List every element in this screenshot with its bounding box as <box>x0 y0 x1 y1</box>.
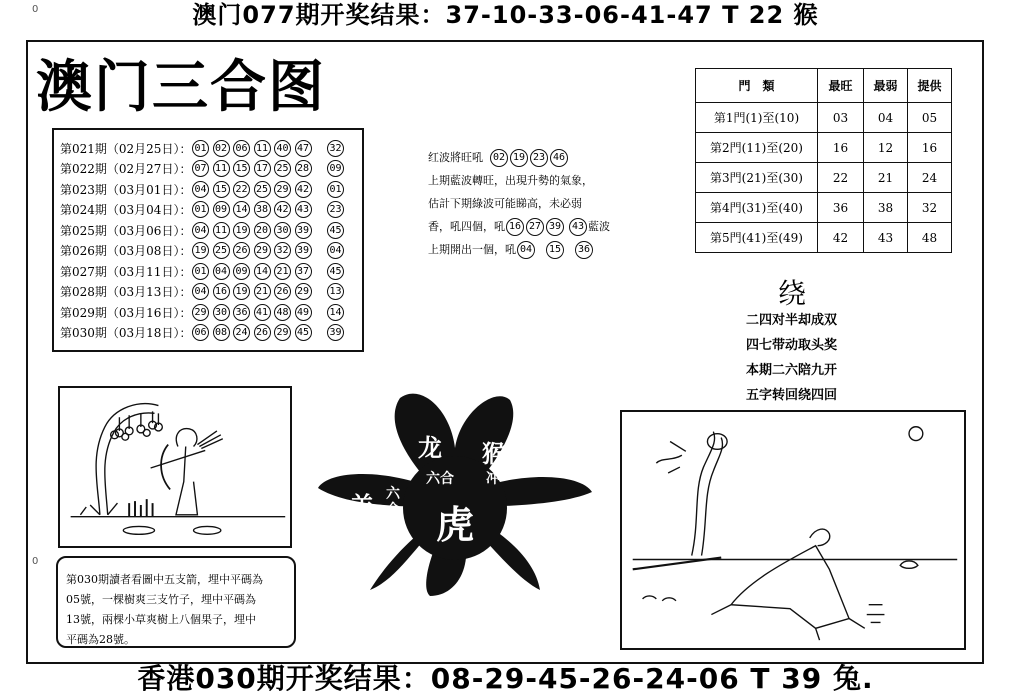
draw-period-label: 第027期（03月11日）： <box>60 264 192 279</box>
draw-number-ball: 01 <box>192 140 209 157</box>
draw-special-ball: 45 <box>327 222 344 239</box>
draw-number-ball: 25 <box>274 160 291 177</box>
draw-number-ball: 38 <box>254 201 271 218</box>
riddle-line-5-pre: 上期開出一個，吼 <box>428 243 516 256</box>
draw-period-label: 第028期（03月13日）： <box>60 285 192 300</box>
draw-number-ball: 16 <box>213 283 230 300</box>
draw-number-ball: 29 <box>274 181 291 198</box>
draw-number-ball: 25 <box>254 181 271 198</box>
draw-number-ball: 01 <box>192 201 209 218</box>
flower-label-rabbit: 兔 <box>520 504 544 532</box>
rhyme-title: 绕 <box>778 277 807 310</box>
riddle-line-1 <box>428 146 648 169</box>
draw-number-ball: 49 <box>295 304 312 321</box>
door-value-cell: 22 <box>818 163 864 193</box>
door-range-cell: 第1門(1)至(10) <box>696 103 818 133</box>
door-value-cell: 12 <box>864 133 908 163</box>
draw-number-ball: 43 <box>295 201 312 218</box>
rhyme-line: 本期二六陪九开 <box>746 363 838 378</box>
riddle-ball: 43 <box>569 218 587 236</box>
note-line: 平碼為28號。 <box>66 633 135 646</box>
rhyme-line: 五字转回绕四回 <box>746 388 838 403</box>
draw-number-ball: 17 <box>254 160 271 177</box>
draw-number-ball: 28 <box>295 160 312 177</box>
draw-period-label: 第022期（02月27日）： <box>60 162 192 177</box>
riddle-ball: 36 <box>575 241 593 259</box>
door-value-cell: 05 <box>908 103 952 133</box>
rhyme-line: 四七带动取头奖 <box>746 338 838 353</box>
draw-number-ball: 29 <box>295 283 312 300</box>
archer-drawing <box>60 388 290 546</box>
bottom-result-banner: 香港030期开奖结果：08-29-45-26-24-06 T 39 兔. <box>137 662 874 695</box>
draw-number-ball: 14 <box>254 263 271 280</box>
riddle-text <box>428 146 648 261</box>
door-value-cell: 38 <box>864 193 908 223</box>
kneeling-figure-drawing <box>622 412 964 648</box>
draw-number-ball: 15 <box>213 181 230 198</box>
door-value-cell: 16 <box>908 133 952 163</box>
riddle-line-4 <box>428 215 648 238</box>
flower-label-monkey: 猴 <box>482 440 506 468</box>
door-table-row <box>696 223 952 253</box>
draw-number-ball: 30 <box>213 304 230 321</box>
flower-label-chong: 冲 <box>486 471 500 487</box>
draw-period-label: 第030期（03月18日）： <box>60 326 192 341</box>
door-value-cell: 24 <box>908 163 952 193</box>
draw-number-ball: 21 <box>254 283 271 300</box>
riddle-ball: 19 <box>510 149 528 167</box>
draw-row <box>60 179 362 200</box>
draw-number-ball: 40 <box>274 140 291 157</box>
draw-period-label: 第026期（03月08日）： <box>60 244 192 259</box>
riddle-line-1-text: 红波將旺吼 <box>428 151 483 164</box>
flower-label-dragon: 龙 <box>418 434 442 462</box>
rhyme-verse <box>746 308 837 408</box>
door-range-cell: 第2門(11)至(20) <box>696 133 818 163</box>
draw-number-ball: 19 <box>233 283 250 300</box>
draw-number-ball: 29 <box>192 304 209 321</box>
riddle-ball: 27 <box>526 218 544 236</box>
draw-number-ball: 37 <box>295 263 312 280</box>
riddle-ball: 39 <box>546 218 564 236</box>
draw-number-ball: 30 <box>274 222 291 239</box>
riddle-line-4-pre: 香，吼四個，吼 <box>428 220 505 233</box>
door-header-offer: 提供 <box>908 69 952 103</box>
riddle-line-2: 上期藍波轉旺，出現升勢的氣象， <box>428 174 593 187</box>
draw-number-ball: 45 <box>295 324 312 341</box>
draw-number-ball: 08 <box>213 324 230 341</box>
riddle-ball: 15 <box>546 241 564 259</box>
draw-number-ball: 26 <box>274 283 291 300</box>
draw-number-ball: 39 <box>295 242 312 259</box>
rhyme-line: 二四对半却成双 <box>746 313 838 328</box>
draw-row <box>60 241 362 262</box>
flower-label-tiger: 虎 <box>436 503 475 547</box>
page-title: 澳门三合图 <box>36 55 326 120</box>
corner-marker-bottom: 0 <box>32 556 39 567</box>
draw-number-ball: 20 <box>254 222 271 239</box>
draw-row <box>60 323 362 344</box>
door-range-cell: 第5門(41)至(49) <box>696 223 818 253</box>
draw-row <box>60 302 362 323</box>
kneeling-figure-illustration <box>620 410 966 650</box>
draw-special-ball: 09 <box>327 160 344 177</box>
draw-number-ball: 15 <box>233 160 250 177</box>
riddle-ball: 02 <box>490 149 508 167</box>
draw-period-label: 第025期（03月06日）： <box>60 223 192 238</box>
draw-period-label: 第024期（03月04日）： <box>60 203 192 218</box>
draw-number-ball: 14 <box>233 201 250 218</box>
draw-number-ball: 09 <box>233 263 250 280</box>
door-value-cell: 32 <box>908 193 952 223</box>
draw-special-ball: 13 <box>327 283 344 300</box>
draw-number-ball: 19 <box>233 222 250 239</box>
door-table-row <box>696 193 952 223</box>
draw-number-ball: 04 <box>192 222 209 239</box>
draw-number-ball: 09 <box>213 201 230 218</box>
riddle-line-3: 估計下期綠波可能睇高，未必弱 <box>428 197 582 210</box>
draw-number-ball: 21 <box>274 263 291 280</box>
door-value-cell: 36 <box>818 193 864 223</box>
draw-number-ball: 19 <box>192 242 209 259</box>
draw-number-ball: 47 <box>295 140 312 157</box>
draw-history-box <box>52 128 364 352</box>
draw-row <box>60 138 362 159</box>
door-value-cell: 04 <box>864 103 908 133</box>
flower-label-goat: 羊 <box>350 492 374 520</box>
flower-label-liuhe-left: 六合 <box>386 486 400 518</box>
draw-number-ball: 29 <box>274 324 291 341</box>
draw-number-ball: 26 <box>254 324 271 341</box>
draw-row <box>60 200 362 221</box>
draw-number-ball: 48 <box>274 304 291 321</box>
draw-number-ball: 01 <box>192 263 209 280</box>
riddle-line-4-post: 藍波 <box>588 220 610 233</box>
draw-period-label: 第029期（03月16日）： <box>60 305 192 320</box>
draw-number-ball: 06 <box>192 324 209 341</box>
draw-number-ball: 26 <box>233 242 250 259</box>
draw-special-ball: 04 <box>327 242 344 259</box>
door-value-cell: 16 <box>818 133 864 163</box>
draw-special-ball: 01 <box>327 181 344 198</box>
draw-number-ball: 04 <box>192 181 209 198</box>
draw-number-ball: 07 <box>192 160 209 177</box>
draw-special-ball: 14 <box>327 304 344 321</box>
door-table-header-row <box>696 69 952 103</box>
draw-special-ball: 39 <box>327 324 344 341</box>
riddle-ball: 46 <box>550 149 568 167</box>
note-line: 13號，兩棵小草爽樹上八個果子，埋中 <box>66 613 256 626</box>
top-result-banner: 澳门077期开奖结果：37-10-33-06-41-47 T 22 猴 <box>192 1 819 29</box>
previous-draw-note <box>56 556 296 648</box>
riddle-line-5 <box>428 238 648 261</box>
note-line: 第030期讀者看圖中五支箭，埋中平碼為 <box>66 573 263 586</box>
door-value-cell: 42 <box>818 223 864 253</box>
door-value-cell: 21 <box>864 163 908 193</box>
door-value-cell: 48 <box>908 223 952 253</box>
draw-number-ball: 02 <box>213 140 230 157</box>
door-range-cell: 第3門(21)至(30) <box>696 163 818 193</box>
draw-number-ball: 11 <box>213 160 230 177</box>
draw-number-ball: 04 <box>192 283 209 300</box>
draw-number-ball: 32 <box>274 242 291 259</box>
draw-number-ball: 25 <box>213 242 230 259</box>
door-table-row <box>696 133 952 163</box>
door-table-row <box>696 163 952 193</box>
draw-period-label: 第023期（03月01日）： <box>60 182 192 197</box>
zodiac-flower <box>310 388 600 598</box>
draw-row <box>60 282 362 303</box>
draw-special-ball: 45 <box>327 263 344 280</box>
draw-number-ball: 41 <box>254 304 271 321</box>
draw-special-ball: 23 <box>327 201 344 218</box>
riddle-ball: 23 <box>530 149 548 167</box>
door-value-cell: 43 <box>864 223 908 253</box>
door-range-cell: 第4門(31)至(40) <box>696 193 818 223</box>
draw-number-ball: 22 <box>233 181 250 198</box>
riddle-ball: 04 <box>517 241 535 259</box>
draw-number-ball: 06 <box>233 140 250 157</box>
corner-marker-top: 0 <box>32 4 39 15</box>
door-header-hot: 最旺 <box>818 69 864 103</box>
draw-row <box>60 159 362 180</box>
archer-illustration <box>58 386 292 548</box>
draw-period-label: 第021期（02月25日）： <box>60 141 192 156</box>
draw-number-ball: 36 <box>233 304 250 321</box>
draw-number-ball: 29 <box>254 242 271 259</box>
draw-row <box>60 261 362 282</box>
door-header-cold: 最弱 <box>864 69 908 103</box>
door-table-row <box>696 103 952 133</box>
door-value-cell: 03 <box>818 103 864 133</box>
draw-number-ball: 11 <box>254 140 271 157</box>
draw-number-ball: 39 <box>295 222 312 239</box>
note-line: 05號，一棵樹爽三支竹子，埋中平碼為 <box>66 593 256 606</box>
draw-number-ball: 24 <box>233 324 250 341</box>
draw-number-ball: 42 <box>274 201 291 218</box>
draw-number-ball: 42 <box>295 181 312 198</box>
draw-special-ball: 32 <box>327 140 344 157</box>
draw-number-ball: 11 <box>213 222 230 239</box>
riddle-ball: 16 <box>506 218 524 236</box>
flower-label-liuhe-top: 六合 <box>426 471 454 487</box>
draw-row <box>60 220 362 241</box>
door-stats-table <box>695 68 952 253</box>
draw-number-ball: 04 <box>213 263 230 280</box>
door-header-category: 門 類 <box>696 69 818 103</box>
